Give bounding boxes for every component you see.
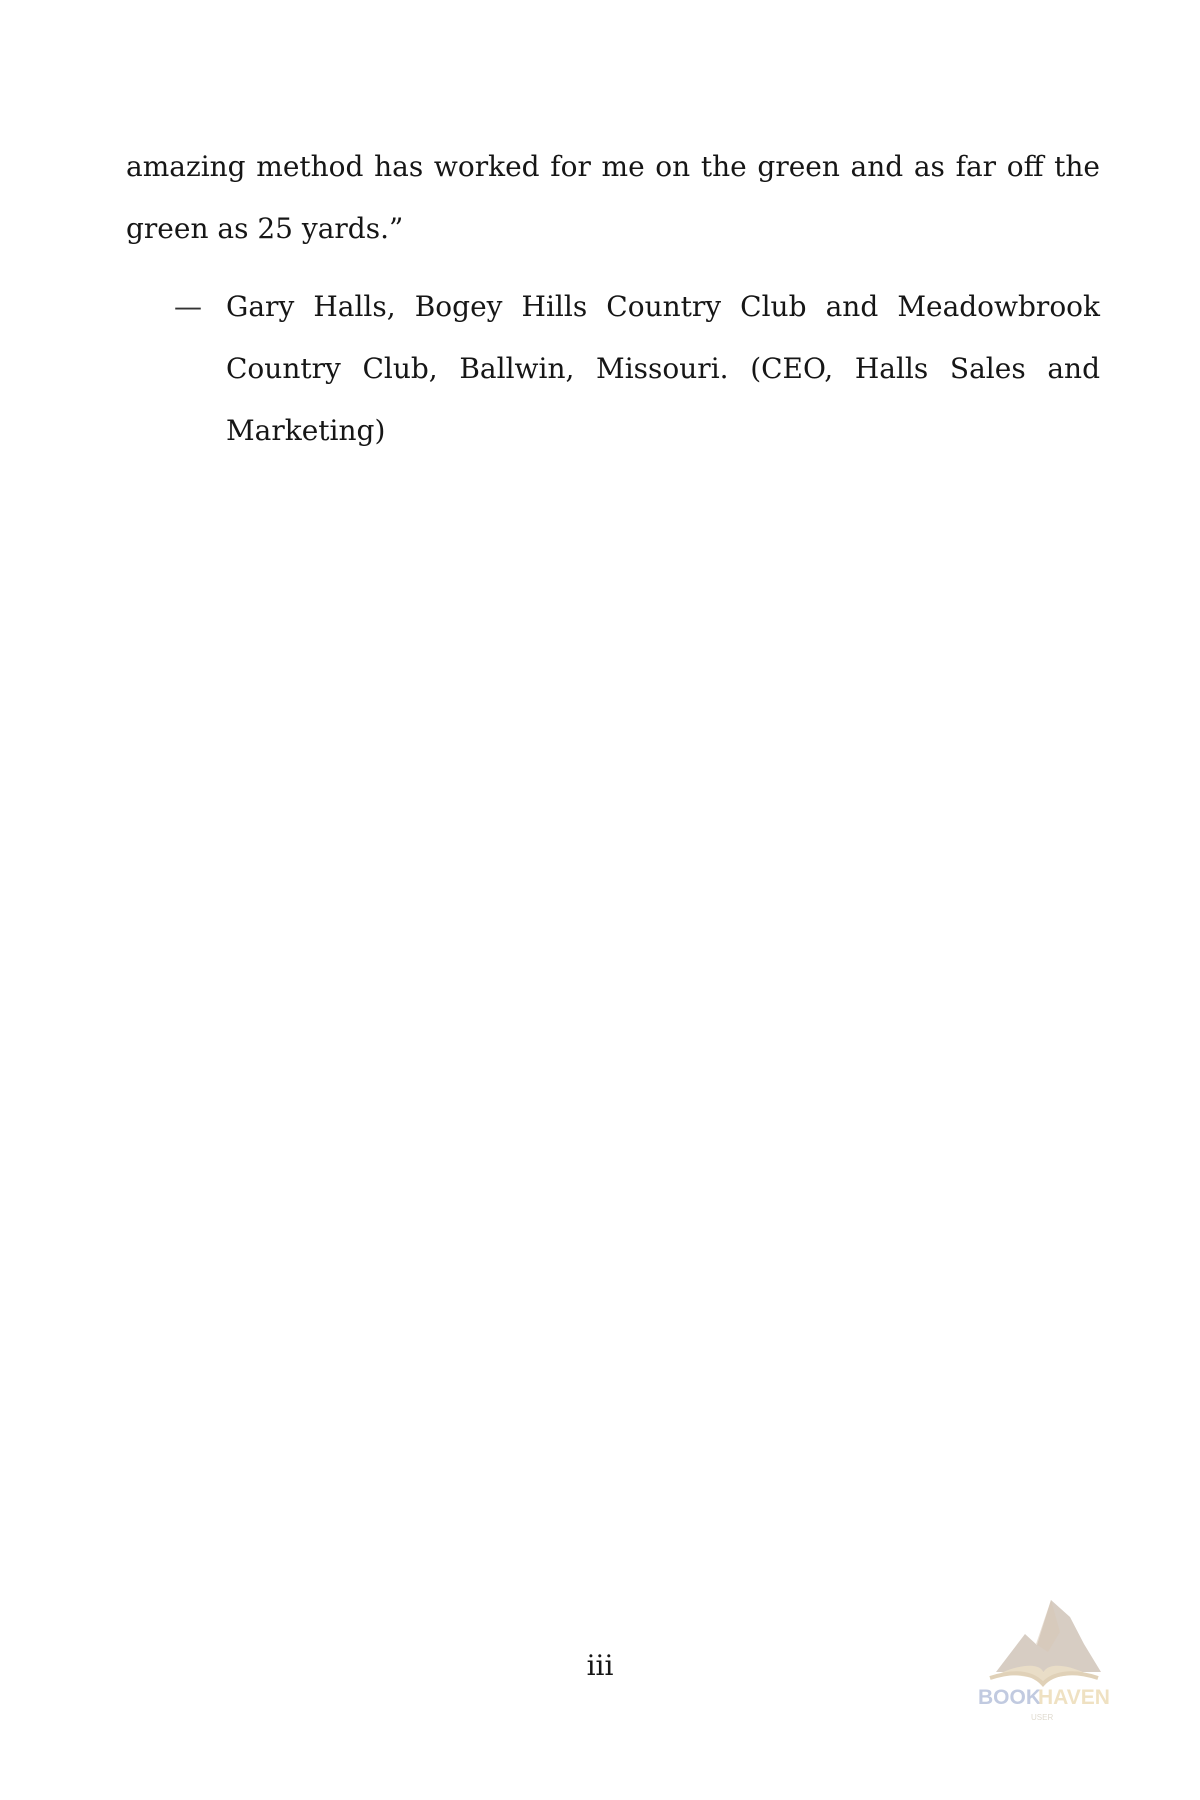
testimonial-attribution xyxy=(174,276,1100,462)
svg-text:HAVEN: HAVEN xyxy=(1038,1686,1110,1709)
svg-text:USER: USER xyxy=(1031,1713,1054,1722)
bookhaven-logo xyxy=(948,1578,1138,1728)
attribution-text: Gary Halls, Bogey Hills Country Club and Meadowbrook Country Club, Ballwin, Missouri. (CEO, Halls Sales and Marketing) xyxy=(226,290,1100,447)
body-paragraph: amazing method has worked for me on the green and as far off the green as 25 yards.” xyxy=(126,150,1100,245)
svg-text:BOOK: BOOK xyxy=(978,1686,1041,1709)
page-number: iii xyxy=(586,1649,614,1682)
em-dash: — xyxy=(174,290,202,323)
